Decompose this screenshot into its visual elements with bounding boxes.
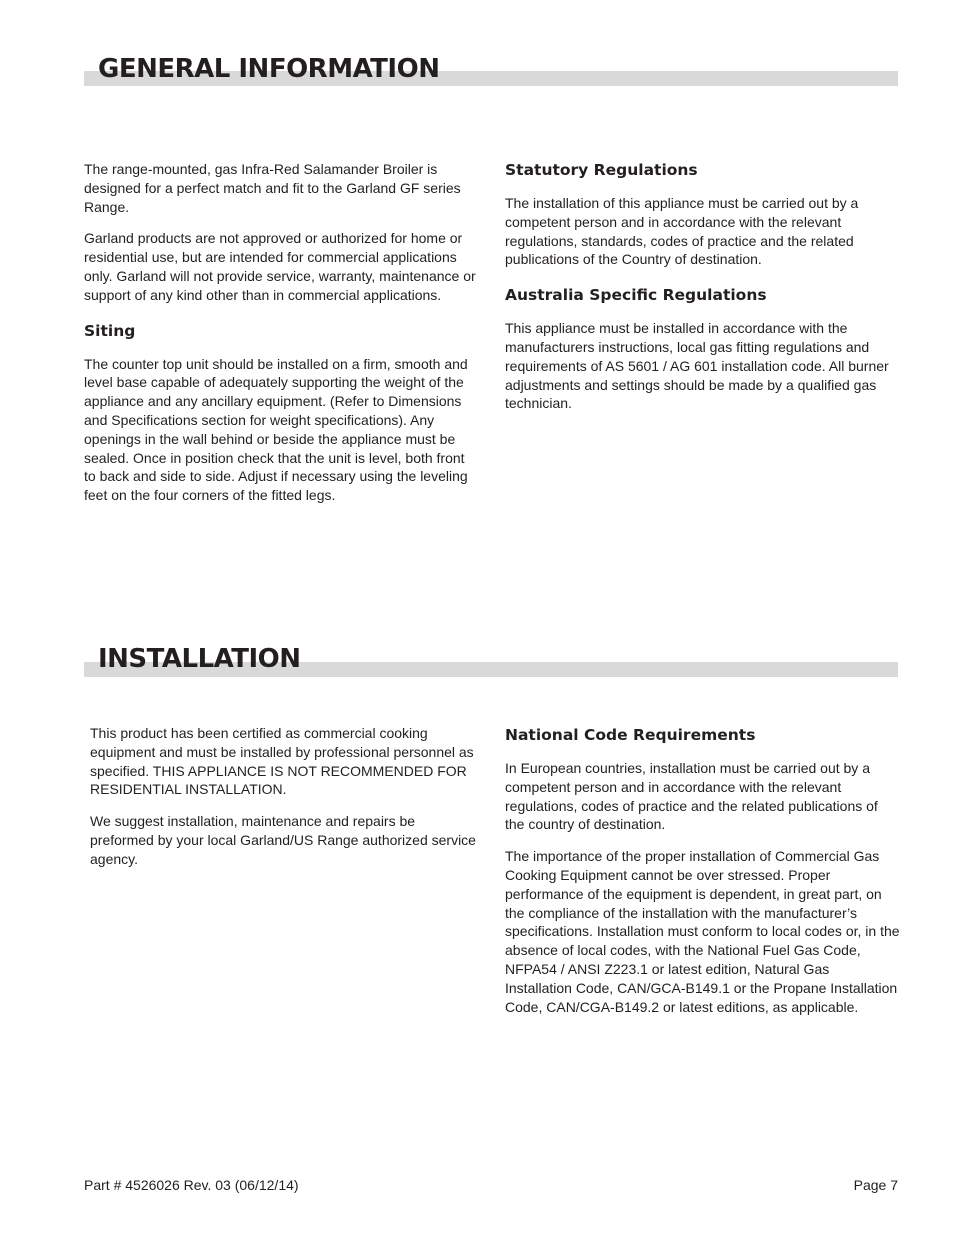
australia-heading: Australia Specific Regulations <box>505 286 767 305</box>
siting-heading: Siting <box>84 321 136 340</box>
installation-right-column <box>505 725 900 1029</box>
national-code-paragraph-1: In European countries, installation must be carried out by a competent person and in accordance with the relevant regulations, codes of practice and the related publications of the country of destination. <box>505 760 878 833</box>
footer-part-number: Part # 4526026 Rev. 03 (06/12/14) <box>84 1177 299 1193</box>
general-left-column <box>84 160 476 518</box>
general-intro-paragraph-2: Garland products are not approved or authorized for home or residential use, but are intended for commercial applications only. Garland will not provide service, warranty, maintenance or support of any kind other than in commercial applications. <box>84 230 476 303</box>
general-intro-paragraph-1: The range-mounted, gas Infra-Red Salamander Broiler is designed for a perfect match and fit to the Garland GF series Range. <box>84 161 461 215</box>
general-right-column <box>505 160 897 426</box>
national-code-heading: National Code Requirements <box>505 726 756 744</box>
installation-left-column <box>90 724 476 882</box>
australia-paragraph: This appliance must be installed in accordance with the manufacturers instructions, local gas fitting regulations and requirements of AS 5601 / AG 601 installation code. All burner adjustments and settings should be made by a qualified gas technician. <box>505 320 889 412</box>
installation-intro-paragraph-1: This product has been certified as commercial cooking equipment and must be installed by professional personnel as specified. THIS APPLIANCE IS NOT RECOMMENDED FOR RESIDENTIAL INSTALLATION. <box>90 725 474 798</box>
siting-paragraph: The counter top unit should be installed on a firm, smooth and level base capable of adequately supporting the weight of the appliance and any ancillary equipment. (Refer to Dimensions and Specifications section for weight specifications). Any openings in the wall behind or beside the appliance must be sealed. Once in position check that the unit is level, both front to back and side to side. Adjust if necessary using the leveling feet on the four corners of the fitted legs. <box>84 355 468 504</box>
footer-page-number: Page 7 <box>853 1177 898 1193</box>
national-code-paragraph-2: The importance of the proper installation of Commercial Gas Cooking Equipment cannot be over stressed. Proper performance of the equipment is dependent, in great part, on the compliance of the installation with the manufacturer’s specifications. Installation must conform to local codes or, in the absence of local codes, with the National Fuel Gas Code, NFPA54 / ANSI Z223.1 or latest edition, Natural Gas Installation Code, CAN/GCA-B149.1 or the Propane Installation Code, CAN/CGA-B149.2 or latest editions, as applicable. <box>505 848 900 1015</box>
statutory-paragraph: The installation of this appliance must be carried out by a competent person and in accordance with the relevant regulations, standards, codes of practice and the related publications of the Country of destination. <box>505 195 859 268</box>
installation-intro-paragraph-2: We suggest installation, maintenance and repairs be preformed by your local Garland/US Range authorized service agency. <box>90 813 476 867</box>
statutory-heading: Statutory Regulations <box>505 161 698 179</box>
section-title-installation: INSTALLATION <box>98 644 301 674</box>
section-title-general: GENERAL INFORMATION <box>98 54 440 84</box>
